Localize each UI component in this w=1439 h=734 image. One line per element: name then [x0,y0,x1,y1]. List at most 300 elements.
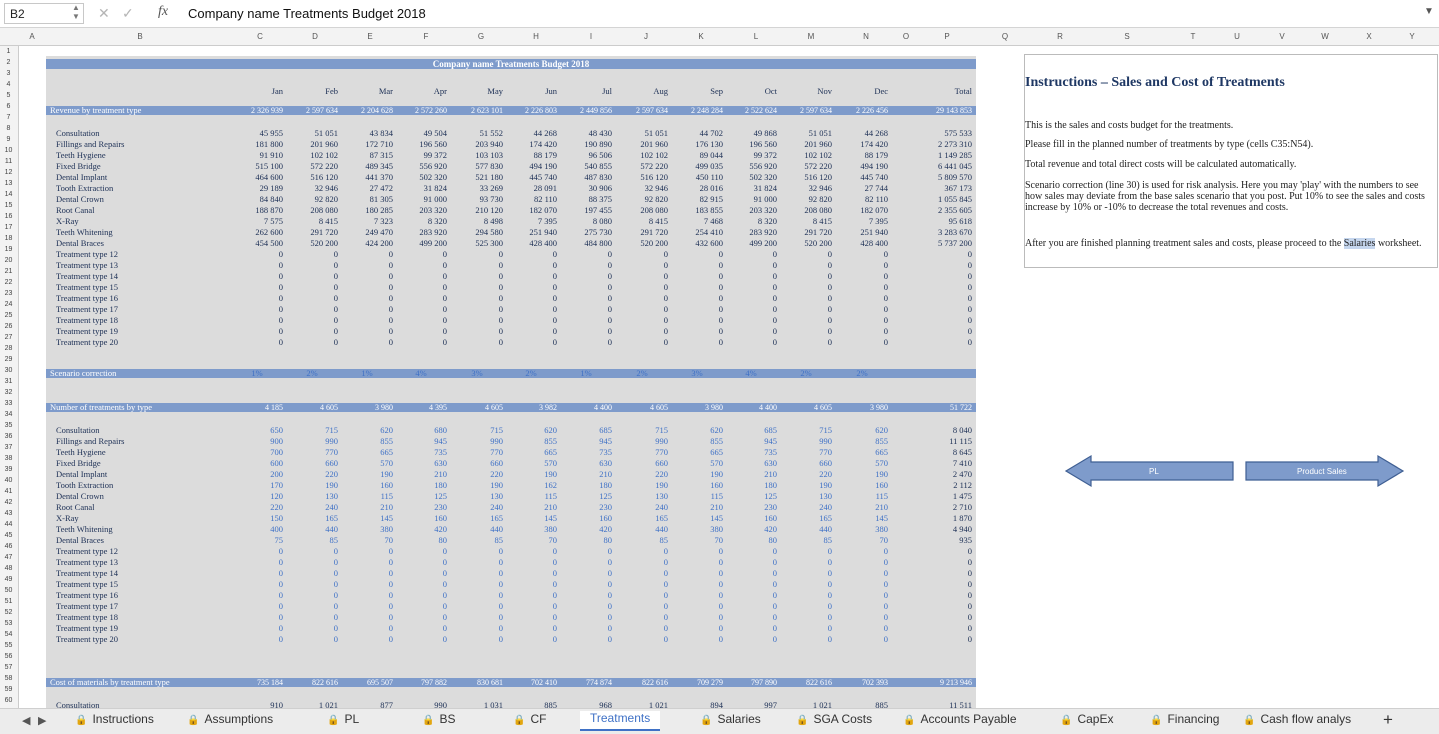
number-total-cell[interactable]: 3 982 [539,403,557,412]
table-cell[interactable]: 990 [655,436,668,446]
table-cell[interactable]: 0 [442,557,447,567]
scenario-cell[interactable]: 1% [251,368,263,378]
row-label[interactable]: Treatment type 20 [56,337,119,347]
column-header[interactable]: F [423,32,429,41]
scenario-cell[interactable]: 1% [580,368,592,378]
table-cell[interactable]: 680 [434,425,447,435]
table-cell[interactable]: 230 [599,502,612,512]
table-cell[interactable]: 11 511 [949,700,972,708]
tab-salaries[interactable] [700,711,761,731]
table-cell[interactable]: 516 120 [310,172,338,182]
table-cell[interactable]: 0 [552,612,557,622]
table-cell[interactable]: 115 [544,491,557,501]
table-cell[interactable]: 0 [607,282,612,292]
row-label[interactable]: Treatment type 19 [56,326,119,336]
table-cell[interactable]: 102 102 [310,150,338,160]
row-label[interactable]: Teeth Whitening [56,524,113,534]
table-cell[interactable]: 294 580 [475,227,503,237]
table-cell[interactable]: 556 920 [749,161,777,171]
table-cell[interactable]: 0 [388,315,393,325]
table-cell[interactable]: 96 506 [588,150,612,160]
table-cell[interactable]: 28 016 [699,183,723,193]
table-cell[interactable]: 115 [875,491,888,501]
table-cell[interactable]: 0 [883,271,888,281]
table-cell[interactable]: 85 [823,535,832,545]
table-cell[interactable]: 210 [544,502,557,512]
table-cell[interactable]: 424 200 [365,238,393,248]
table-cell[interactable]: 0 [827,557,832,567]
table-cell[interactable]: 0 [442,601,447,611]
table-cell[interactable]: 0 [388,249,393,259]
table-cell[interactable]: 85 [494,535,503,545]
table-cell[interactable]: 0 [552,623,557,633]
table-cell[interactable]: 0 [498,612,503,622]
table-cell[interactable]: 855 [544,436,557,446]
table-cell[interactable]: 125 [434,491,447,501]
table-cell[interactable]: 0 [883,601,888,611]
table-cell[interactable]: 0 [498,590,503,600]
table-cell[interactable]: 0 [827,260,832,270]
table-cell[interactable]: 0 [552,271,557,281]
row-label[interactable]: Teeth Whitening [56,227,113,237]
table-cell[interactable]: 0 [498,304,503,314]
number-total-cell[interactable]: 3 980 [870,403,888,412]
row-label[interactable]: Treatment type 20 [56,634,119,644]
table-cell[interactable]: 130 [655,491,668,501]
row-label[interactable]: Fillings and Repairs [56,436,125,446]
table-cell[interactable]: 180 [599,480,612,490]
table-cell[interactable]: 0 [883,557,888,567]
row-label[interactable]: Dental Implant [56,469,108,479]
table-cell[interactable]: 82 110 [864,194,888,204]
row-label[interactable]: Treatment type 19 [56,623,119,633]
table-cell[interactable]: 230 [434,502,447,512]
table-cell[interactable]: 770 [325,447,338,457]
row-header[interactable]: 5 [6,92,11,99]
table-cell[interactable]: 201 960 [310,139,338,149]
table-cell[interactable]: 0 [967,579,972,589]
table-cell[interactable]: 665 [544,447,557,457]
table-cell[interactable]: 190 [380,469,393,479]
table-cell[interactable]: 577 830 [475,161,503,171]
table-cell[interactable]: 0 [772,337,777,347]
table-cell[interactable]: 208 080 [804,205,832,215]
table-cell[interactable]: 0 [442,568,447,578]
table-cell[interactable]: 88 179 [864,150,888,160]
table-cell[interactable]: 0 [607,271,612,281]
column-header[interactable]: O [902,32,910,41]
table-cell[interactable]: 165 [819,513,832,523]
table-cell[interactable]: 570 [875,458,888,468]
table-cell[interactable]: 51 051 [808,128,832,138]
table-cell[interactable]: 0 [552,568,557,578]
table-cell[interactable]: 0 [278,579,283,589]
row-header[interactable]: 17 [4,224,13,231]
table-cell[interactable]: 0 [552,293,557,303]
tab-treatments[interactable] [580,711,660,731]
revenue-total-cell[interactable]: 2 226 456 [856,106,888,115]
table-cell[interactable]: 0 [442,282,447,292]
table-cell[interactable]: 0 [388,271,393,281]
table-cell[interactable]: 32 946 [808,183,832,193]
row-label[interactable]: Treatment type 13 [56,260,119,270]
table-cell[interactable]: 130 [819,491,832,501]
table-cell[interactable]: 92 820 [314,194,338,204]
table-cell[interactable]: 28 091 [533,183,557,193]
table-cell[interactable]: 0 [607,623,612,633]
table-cell[interactable]: 80 [768,535,777,545]
table-cell[interactable]: 115 [710,491,723,501]
table-cell[interactable]: 210 [380,502,393,512]
table-cell[interactable]: 0 [772,315,777,325]
row-label[interactable]: Treatment type 18 [56,315,119,325]
table-cell[interactable]: 630 [764,458,777,468]
table-cell[interactable]: 600 [270,458,283,468]
table-cell[interactable]: 0 [883,315,888,325]
table-cell[interactable]: 1 031 [483,700,503,708]
cost-total-cell[interactable]: 774 874 [586,678,612,687]
table-cell[interactable]: 165 [655,513,668,523]
table-cell[interactable]: 432 600 [695,238,723,248]
table-cell[interactable]: 7 468 [703,216,723,226]
row-header[interactable]: 30 [4,367,13,374]
revenue-total-cell[interactable]: 2 226 803 [525,106,557,115]
cost-total-cell[interactable]: 822 616 [312,678,338,687]
table-cell[interactable]: 572 220 [804,161,832,171]
table-cell[interactable]: 190 [875,469,888,479]
table-cell[interactable]: 8 320 [427,216,447,226]
tab--[interactable] [1383,709,1393,729]
row-header[interactable]: 11 [4,158,13,165]
table-cell[interactable]: 115 [380,491,393,501]
row-label[interactable]: Treatment type 12 [56,249,119,259]
row-label[interactable]: Fixed Bridge [56,458,101,468]
table-cell[interactable]: 0 [827,612,832,622]
row-label[interactable]: Dental Braces [56,535,104,545]
column-header[interactable]: K [698,32,704,41]
table-cell[interactable]: 0 [607,590,612,600]
table-cell[interactable]: 0 [388,579,393,589]
table-cell[interactable]: 502 320 [419,172,447,182]
table-cell[interactable]: 0 [552,249,557,259]
row-label[interactable]: X-Ray [56,216,79,226]
table-cell[interactable]: 0 [607,304,612,314]
table-cell[interactable]: 0 [278,271,283,281]
table-cell[interactable]: 0 [718,260,723,270]
column-header[interactable]: C [257,32,263,41]
row-label[interactable]: Treatment type 16 [56,590,119,600]
table-cell[interactable]: 0 [333,623,338,633]
table-cell[interactable]: 2 355 605 [938,205,972,215]
table-cell[interactable]: 190 [655,480,668,490]
table-cell[interactable]: 0 [388,337,393,347]
table-cell[interactable]: 240 [490,502,503,512]
table-cell[interactable]: 0 [967,315,972,325]
row-header[interactable]: 9 [6,136,11,143]
table-cell[interactable]: 82 915 [699,194,723,204]
scenario-cell[interactable]: 2% [856,368,868,378]
table-cell[interactable]: 0 [498,271,503,281]
table-cell[interactable]: 885 [875,700,888,708]
table-cell[interactable]: 0 [607,557,612,567]
table-cell[interactable]: 8 320 [757,216,777,226]
table-cell[interactable]: 220 [490,469,503,479]
table-cell[interactable]: 7 410 [952,458,972,468]
table-cell[interactable]: 0 [388,282,393,292]
table-cell[interactable]: 85 [659,535,668,545]
table-cell[interactable]: 176 130 [695,139,723,149]
table-cell[interactable]: 0 [278,590,283,600]
table-cell[interactable]: 0 [442,546,447,556]
table-cell[interactable]: 0 [552,579,557,589]
row-label[interactable]: Treatment type 18 [56,612,119,622]
table-cell[interactable]: 180 [434,480,447,490]
row-header[interactable]: 51 [4,598,13,605]
table-cell[interactable]: 2 273 310 [938,139,972,149]
table-cell[interactable]: 770 [655,447,668,457]
table-cell[interactable]: 0 [967,304,972,314]
column-header[interactable]: I [589,32,593,41]
table-cell[interactable]: 0 [607,293,612,303]
table-cell[interactable]: 0 [663,634,668,644]
table-cell[interactable]: 8 415 [648,216,668,226]
table-cell[interactable]: 125 [599,491,612,501]
table-cell[interactable]: 0 [442,337,447,347]
table-cell[interactable]: 735 [434,447,447,457]
table-cell[interactable]: 0 [663,568,668,578]
row-label[interactable]: Consultation [56,425,100,435]
scenario-cell[interactable]: 4% [415,368,427,378]
scenario-cell[interactable]: 2% [800,368,812,378]
table-cell[interactable]: 0 [718,282,723,292]
number-total-cell[interactable]: 4 605 [650,403,668,412]
number-total-cell[interactable]: 3 980 [375,403,393,412]
table-cell[interactable]: 70 [384,535,393,545]
table-cell[interactable]: 540 855 [584,161,612,171]
table-cell[interactable]: 0 [388,293,393,303]
table-cell[interactable]: 520 200 [310,238,338,248]
table-cell[interactable]: 1 149 285 [938,150,972,160]
name-box[interactable]: B2 [4,3,84,24]
table-cell[interactable]: 240 [655,502,668,512]
table-cell[interactable]: 92 820 [808,194,832,204]
row-header[interactable]: 18 [4,235,13,242]
table-cell[interactable]: 31 824 [753,183,777,193]
row-label[interactable]: Teeth Hygiene [56,150,106,160]
table-cell[interactable]: 262 600 [255,227,283,237]
table-cell[interactable]: 130 [490,491,503,501]
table-cell[interactable]: 0 [718,623,723,633]
table-cell[interactable]: 181 800 [255,139,283,149]
cost-total-cell[interactable]: 695 507 [367,678,393,687]
row-label[interactable]: Tooth Extraction [56,480,114,490]
row-header[interactable]: 29 [4,356,13,363]
table-cell[interactable]: 0 [333,634,338,644]
salaries-link[interactable]: Salaries [1343,238,1376,249]
row-header[interactable]: 60 [4,697,13,704]
confirm-icon[interactable]: ✓ [122,5,134,21]
table-cell[interactable]: 7 323 [373,216,393,226]
table-cell[interactable]: 367 173 [944,183,972,193]
table-cell[interactable]: 0 [718,546,723,556]
table-cell[interactable]: 440 [655,524,668,534]
table-cell[interactable]: 855 [710,436,723,446]
table-cell[interactable]: 0 [498,249,503,259]
table-cell[interactable]: 7 575 [263,216,283,226]
tab-assumptions[interactable] [187,711,273,731]
expand-formula-icon[interactable]: ▼ [1424,6,1434,17]
row-header[interactable]: 44 [4,521,13,528]
column-header[interactable]: L [753,32,759,41]
table-cell[interactable]: 570 [710,458,723,468]
table-cell[interactable]: 8 080 [592,216,612,226]
column-header[interactable]: P [944,32,950,41]
table-cell[interactable]: 570 [544,458,557,468]
row-header[interactable]: 6 [6,103,11,110]
row-header[interactable]: 36 [4,433,13,440]
sheet-title[interactable]: Company name Treatments Budget 2018 [46,59,976,69]
row-label[interactable]: Consultation [56,700,100,708]
table-cell[interactable]: 0 [718,601,723,611]
table-cell[interactable]: 80 [603,535,612,545]
table-cell[interactable]: 945 [764,436,777,446]
table-cell[interactable]: 1 021 [318,700,338,708]
table-cell[interactable]: 0 [883,260,888,270]
scenario-cell[interactable]: 2% [306,368,318,378]
table-cell[interactable]: 484 800 [584,238,612,248]
cost-total-cell[interactable]: 735 184 [257,678,283,687]
table-cell[interactable]: 103 103 [475,150,503,160]
table-cell[interactable]: 572 220 [310,161,338,171]
table-cell[interactable]: 89 044 [699,150,723,160]
table-cell[interactable]: 0 [883,612,888,622]
table-cell[interactable]: 91 000 [423,194,447,204]
tab-bs[interactable] [422,711,455,731]
table-cell[interactable]: 489 345 [365,161,393,171]
row-header[interactable]: 47 [4,554,13,561]
table-cell[interactable]: 499 200 [749,238,777,248]
table-cell[interactable]: 51 552 [479,128,503,138]
table-cell[interactable]: 7 395 [537,216,557,226]
table-cell[interactable]: 0 [333,260,338,270]
table-cell[interactable]: 894 [710,700,723,708]
row-label[interactable]: X-Ray [56,513,79,523]
table-cell[interactable]: 82 110 [533,194,557,204]
table-cell[interactable]: 499 200 [419,238,447,248]
column-header[interactable]: W [1321,32,1329,41]
table-cell[interactable]: 0 [827,337,832,347]
table-cell[interactable]: 910 [270,700,283,708]
table-cell[interactable]: 0 [663,601,668,611]
table-cell[interactable]: 0 [278,282,283,292]
table-cell[interactable]: 240 [325,502,338,512]
table-cell[interactable]: 220 [655,469,668,479]
table-cell[interactable]: 0 [498,623,503,633]
table-cell[interactable]: 0 [442,612,447,622]
table-cell[interactable]: 945 [434,436,447,446]
table-cell[interactable]: 160 [764,513,777,523]
table-cell[interactable]: 900 [270,436,283,446]
table-cell[interactable]: 0 [883,326,888,336]
table-cell[interactable]: 0 [442,590,447,600]
table-cell[interactable]: 0 [388,546,393,556]
table-cell[interactable]: 2 112 [953,480,972,490]
table-cell[interactable]: 165 [490,513,503,523]
table-cell[interactable]: 0 [663,546,668,556]
table-cell[interactable]: 0 [442,315,447,325]
table-cell[interactable]: 0 [883,568,888,578]
table-cell[interactable]: 0 [827,271,832,281]
table-cell[interactable]: 88 375 [588,194,612,204]
table-cell[interactable]: 855 [380,436,393,446]
table-cell[interactable]: 487 830 [584,172,612,182]
row-label[interactable]: Treatment type 16 [56,293,119,303]
table-cell[interactable]: 0 [663,337,668,347]
table-cell[interactable]: 502 320 [749,172,777,182]
table-cell[interactable]: 380 [875,524,888,534]
table-cell[interactable]: 0 [442,634,447,644]
table-cell[interactable]: 0 [498,337,503,347]
table-cell[interactable]: 0 [772,326,777,336]
table-cell[interactable]: 620 [544,425,557,435]
table-cell[interactable]: 31 824 [423,183,447,193]
column-header[interactable]: E [367,32,373,41]
table-cell[interactable]: 0 [827,249,832,259]
table-cell[interactable]: 735 [599,447,612,457]
table-cell[interactable]: 0 [827,568,832,578]
table-cell[interactable]: 520 200 [640,238,668,248]
table-cell[interactable]: 440 [325,524,338,534]
table-cell[interactable]: 0 [278,623,283,633]
table-cell[interactable]: 770 [490,447,503,457]
table-cell[interactable]: 1 870 [952,513,972,523]
table-cell[interactable]: 160 [434,513,447,523]
table-cell[interactable]: 145 [544,513,557,523]
cancel-icon[interactable]: ✕ [98,5,110,21]
table-cell[interactable]: 0 [607,601,612,611]
row-header[interactable]: 10 [4,147,13,154]
table-cell[interactable]: 0 [498,260,503,270]
table-cell[interactable]: 0 [772,249,777,259]
table-cell[interactable]: 420 [434,524,447,534]
tab-scroll-right-icon[interactable]: ▶ [38,715,47,727]
column-header[interactable]: G [477,32,485,41]
table-cell[interactable]: 0 [498,634,503,644]
row-header[interactable]: 42 [4,499,13,506]
table-cell[interactable]: 885 [544,700,557,708]
table-cell[interactable]: 180 [764,480,777,490]
table-cell[interactable]: 0 [967,293,972,303]
table-cell[interactable]: 87 315 [369,150,393,160]
column-header[interactable]: X [1366,32,1372,41]
table-cell[interactable]: 685 [599,425,612,435]
table-cell[interactable]: 6 441 045 [938,161,972,171]
table-cell[interactable]: 93 730 [479,194,503,204]
table-cell[interactable]: 0 [772,601,777,611]
table-cell[interactable]: 685 [764,425,777,435]
table-cell[interactable]: 441 370 [365,172,393,182]
table-cell[interactable]: 0 [967,249,972,259]
tab-financing[interactable] [1150,711,1219,731]
table-cell[interactable]: 0 [663,304,668,314]
table-cell[interactable]: 877 [380,700,393,708]
nav-prev-pl-button[interactable] [1065,454,1235,488]
table-cell[interactable]: 32 946 [644,183,668,193]
table-cell[interactable]: 201 960 [640,139,668,149]
table-cell[interactable]: 0 [333,282,338,292]
scenario-cell[interactable]: 2% [525,368,537,378]
cost-total-cell[interactable]: 9 213 946 [940,678,972,687]
